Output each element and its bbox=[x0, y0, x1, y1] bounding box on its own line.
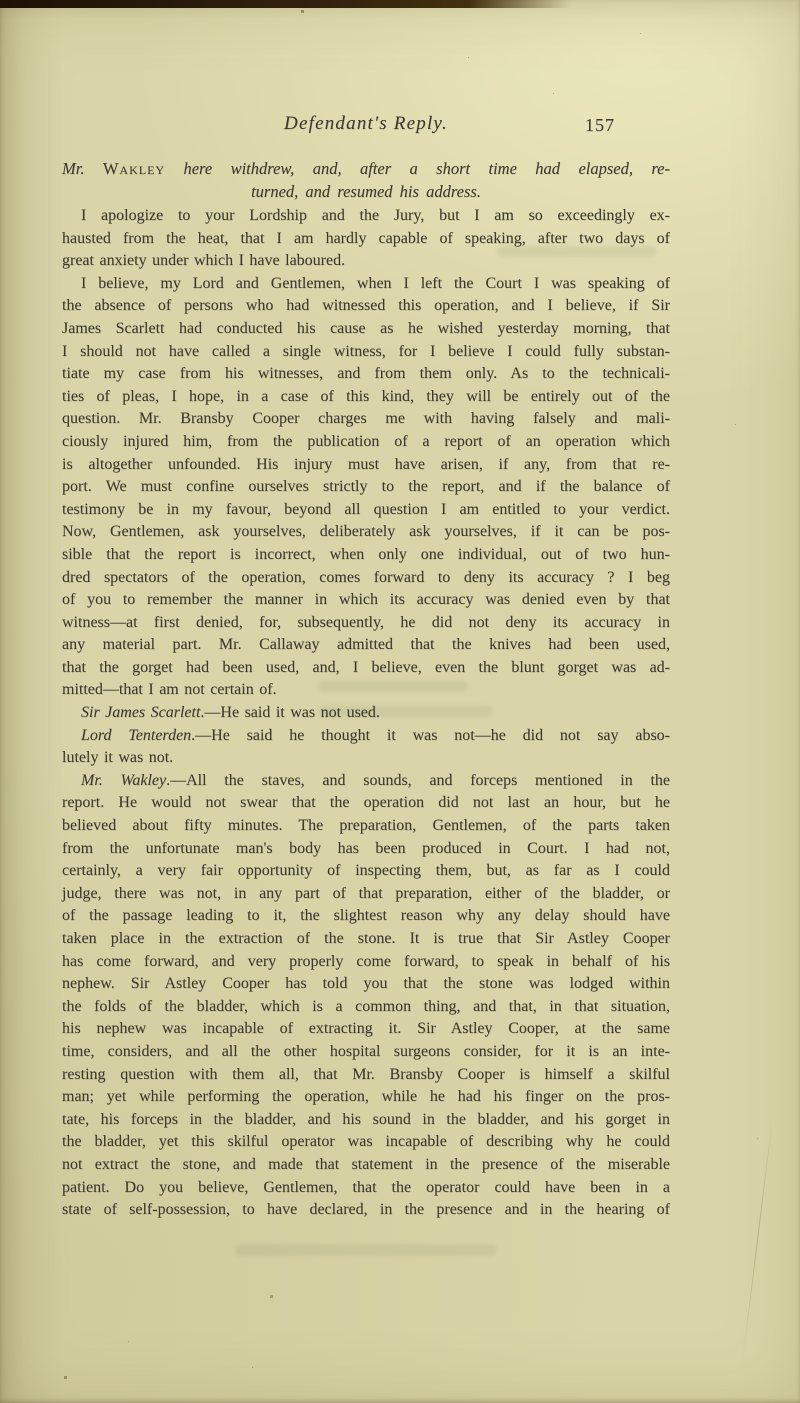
text-line: Mr. Wakley here withdrew, and, after a short time had elapsed, re- bbox=[62, 159, 670, 178]
text-line: report. He would not swear that the operation did not last an hour, but he bbox=[62, 794, 670, 812]
text-line: ties of pleas, I hope, in a case of this kind, they will be entirely out of the bbox=[62, 387, 670, 405]
paragraph bbox=[62, 770, 670, 1222]
paper-speckles bbox=[0, 0, 1, 1]
text-line: certainly, a very fair opportunity of inspecting them, but, as far as I could bbox=[62, 862, 670, 880]
running-title: Defendant's Reply. bbox=[284, 113, 448, 134]
text-line: is altogether unfounded. His injury must have arisen, if any, from that re- bbox=[62, 455, 670, 473]
text-line: of the passage leading to it, the slightest reason why any delay should have bbox=[62, 907, 670, 925]
text-line: I should not have called a single witness, for I believe I could fully substan- bbox=[62, 342, 670, 360]
text-line: resting question with them all, that Mr. Bransby Cooper is himself a skilful bbox=[62, 1065, 670, 1083]
text-line: tate, his forceps in the bladder, and his sound in the bladder, and his gorget in bbox=[62, 1110, 670, 1128]
text-line: state of self-possession, to have declared, in the presence and in the hearing of bbox=[62, 1201, 670, 1219]
paragraph bbox=[62, 725, 670, 770]
paragraph bbox=[62, 702, 670, 725]
text-line: Sir James Scarlett.—He said it was not used. bbox=[81, 704, 380, 722]
paragraph bbox=[62, 273, 670, 702]
text-line: witness—at first denied, for, subsequently, he did not deny its accuracy in bbox=[62, 613, 670, 631]
speaker-name: Wakley bbox=[102, 159, 166, 178]
text-line: taken place in the extraction of the stone. It is true that Sir Astley Cooper bbox=[62, 930, 670, 947]
text-line: I believe, my Lord and Gentlemen, when I left the Court I was speaking of bbox=[81, 274, 670, 292]
page-number: 157 bbox=[585, 115, 615, 135]
text-line: testimony be in my favour, beyond all question I am entitled to your verdict. bbox=[62, 500, 670, 518]
text-line: patient. Do you believe, Gentlemen, that the operator could have been in a bbox=[62, 1178, 670, 1196]
text-line: Now, Gentlemen, ask yourselves, deliberately ask yourselves, if it can be pos- bbox=[62, 523, 670, 541]
text-line: ciously injured him, from the publication of a report of an operation which bbox=[62, 432, 670, 450]
text-line: mitted—that I am not certain of. bbox=[62, 681, 277, 699]
paragraph bbox=[62, 205, 670, 273]
text-line: believed about fifty minutes. The preparation, Gentlemen, of the parts taken bbox=[62, 817, 670, 835]
speaker-name: Sir James Scarlett bbox=[81, 704, 201, 722]
paper-crease bbox=[742, 1116, 773, 1364]
text-line: any material part. Mr. Callaway admitted that the knives had been used, bbox=[62, 636, 670, 654]
text-line: the absence of persons who had witnessed this operation, and I believe, if Sir bbox=[62, 297, 670, 315]
text-line: nephew. Sir Astley Cooper has told you that the stone was lodged within bbox=[62, 975, 670, 993]
text-line: time, considers, and all the other hospital surgeons consider, for it is an inte- bbox=[62, 1042, 670, 1060]
show-through-ghost bbox=[235, 1244, 497, 1256]
text-line: his nephew was incapable of extracting it. Sir Astley Cooper, at the same bbox=[62, 1020, 670, 1038]
text-line: not extract the stone, and made that statement in the presence of the miserable bbox=[62, 1155, 670, 1173]
speaker-name: Mr. Wakley bbox=[81, 771, 167, 789]
speaker-name: Lord Tenterden bbox=[81, 726, 192, 744]
text-line: Lord Tenterden.—He said he thought it was not—he did not say abso- bbox=[81, 726, 670, 744]
text-line: dred spectators of the operation, comes forward to deny its accuracy ? I beg bbox=[62, 568, 670, 586]
text-line: Mr. Wakley.—All the staves, and sounds, and forceps mentioned in the bbox=[81, 771, 671, 789]
body-text bbox=[62, 205, 670, 1222]
text-line: hausted from the heat, that I am hardly capable of speaking, after two days of bbox=[62, 229, 670, 247]
book-binding-edge bbox=[0, 0, 572, 8]
text-line: port. We must confine ourselves strictly to the report, and if the balance of bbox=[62, 478, 670, 496]
text-line: James Scarlett had conducted his cause as he wished yesterday morning, that bbox=[62, 319, 670, 337]
text-line: lutely it was not. bbox=[62, 749, 174, 767]
text-line: sible that the report is incorrect, when only one individual, out of two hun- bbox=[62, 545, 670, 563]
text-line: has come forward, and very properly come forward, to speak in behalf of his bbox=[62, 952, 670, 970]
text-line: man; yet while performing the operation, while he had his finger on the pros- bbox=[62, 1088, 670, 1106]
text-line: judge, there was not, in any part of that preparation, either of the bladder, or bbox=[62, 884, 670, 902]
text-line: I apologize to your Lordship and the Jury, but I am so exceedingly ex- bbox=[81, 207, 670, 224]
text-line: of you to remember the manner in which its accuracy was denied even by that bbox=[62, 591, 670, 609]
text-line: question. Mr. Bransby Cooper charges me with having falsely and mali- bbox=[62, 410, 670, 428]
text-line: the bladder, yet this skilful operator was incapable of describing why he could bbox=[62, 1133, 670, 1151]
stage-direction bbox=[62, 157, 670, 203]
text-line: the folds of the bladder, which is a common thing, and that, in that situation, bbox=[62, 997, 670, 1015]
text-line: turned, and resumed his address. bbox=[251, 182, 481, 201]
text-line: great anxiety under which I have laboured. bbox=[62, 252, 346, 270]
text-line: that the gorget had been used, and, I believe, even the blunt gorget was ad- bbox=[62, 658, 670, 676]
text-line: from the unfortunate man's body has been produced in Court. I had not, bbox=[62, 839, 670, 857]
text-line: tiate my case from his witnesses, and from them only. As to the technicali- bbox=[62, 365, 670, 383]
